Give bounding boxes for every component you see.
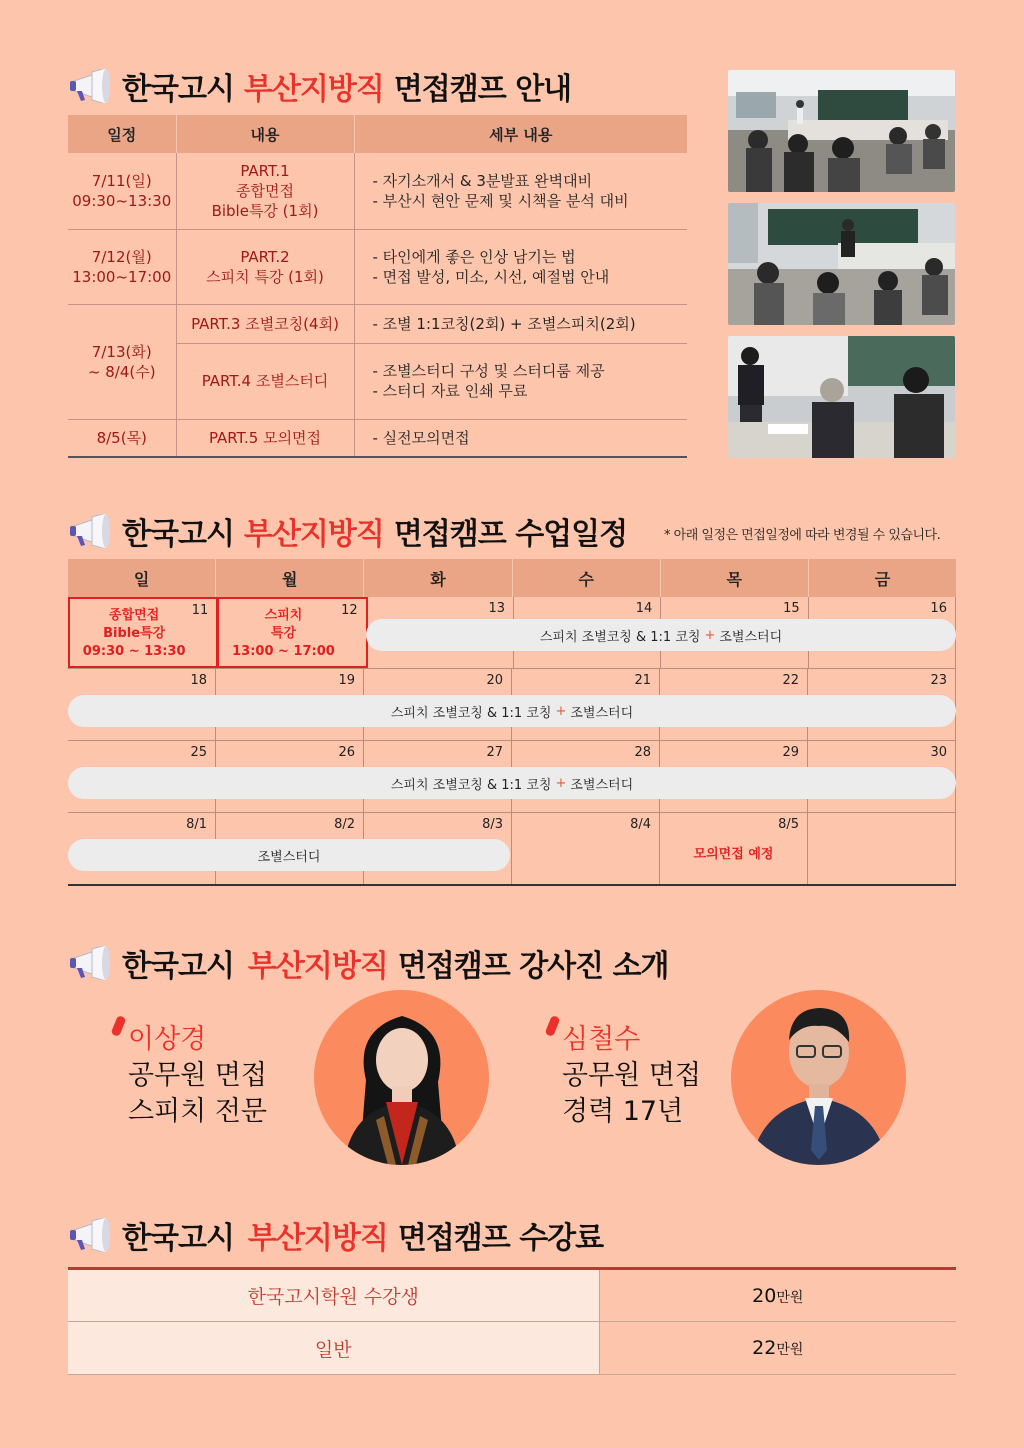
instructor-1-portrait: [314, 990, 489, 1165]
table-row: 7/12(월) 13:00~17:00 PART.2 스피치 특강 (1회) - 타인에게 좋은 인상 남기는 법 - 면접 발성, 미소, 시선, 예절법 안내: [68, 229, 687, 304]
table-row: 7/11(일) 09:30~13:30 PART.1 종합면접 Bible특강 (1회) - 자기소개서 & 3분발표 완벽대비 - 부산시 현안 문제 및 시책을 분석 대비: [68, 153, 687, 229]
calendar-cell: 23: [808, 669, 956, 740]
schedule-bar: 스피치 조별코칭 & 1:1 코칭 + 조별스터디: [68, 695, 956, 727]
calendar-week: [68, 597, 956, 669]
mock-interview-label: 모의면접 예정: [693, 847, 774, 862]
calendar-cell: 16: [809, 597, 956, 668]
camp-info-table: [68, 115, 687, 458]
calendar-cell: 8/1: [68, 813, 216, 884]
table-row: 8/5(목) PART.5 모의면접 - 실전모의면접: [68, 419, 687, 457]
day-header: 화: [364, 559, 512, 597]
megaphone-icon: [68, 514, 112, 548]
instructor-1: 이상경 공무원 면접 스피치 전문: [128, 1022, 267, 1130]
calendar-cell: 18: [68, 669, 216, 740]
fee-amount: 22: [752, 1337, 777, 1359]
day-header: 목: [661, 559, 809, 597]
schedule-bar: 스피치 조별코칭 & 1:1 코칭 + 조별스터디: [68, 767, 956, 799]
section-title-fee: 한국고시 부산지방직 면접캠프 수강료: [68, 1213, 603, 1257]
schedule-calendar: [68, 559, 956, 886]
calendar-header: [68, 559, 956, 597]
day-header: 일: [68, 559, 216, 597]
schedule-bar: 스피치 조별코칭 & 1:1 코칭 + 조별스터디: [366, 619, 956, 651]
megaphone-icon: [68, 69, 112, 103]
calendar-cell: [808, 813, 956, 884]
calendar-week: [68, 741, 956, 813]
calendar-cell: 15: [661, 597, 808, 668]
calendar-cell: 19: [216, 669, 364, 740]
schedule-note: * 아래 일정은 면접일정에 따라 변경될 수 있습니다.: [664, 528, 941, 543]
fee-unit: 만원: [776, 1289, 804, 1306]
calendar-cell-highlight: 11 종합면접 Bible특강 09:30 ~ 13:30: [68, 597, 218, 668]
header-content: 내용: [176, 115, 354, 153]
classroom-photo-3: [728, 336, 955, 458]
calendar-cell: 8/3: [364, 813, 512, 884]
fee-amount: 20: [752, 1284, 777, 1307]
megaphone-icon: [68, 1218, 112, 1252]
section-title-schedule: 한국고시 부산지방직 면접캠프 수업일정: [68, 509, 627, 553]
table-row: [68, 1322, 956, 1375]
fee-label: 일반: [68, 1322, 599, 1375]
calendar-week: [68, 813, 956, 886]
calendar-cell: 27: [364, 741, 512, 812]
calendar-cell: 26: [216, 741, 364, 812]
accent-mark: [545, 1015, 561, 1037]
calendar-cell: 28: [512, 741, 660, 812]
calendar-cell: 8/5 모의면접 예정: [660, 813, 808, 884]
section-title-instructors: 한국고시 부산지방직 면접캠프 강사진 소개: [68, 941, 669, 985]
classroom-photo-2: [728, 203, 955, 325]
calendar-cell: 8/4: [512, 813, 660, 884]
calendar-cell: 30: [808, 741, 956, 812]
header-date: 일정: [68, 115, 176, 153]
calendar-cell: 21: [512, 669, 660, 740]
calendar-cell: 13: [367, 597, 514, 668]
study-bar: 조별스터디: [68, 839, 510, 871]
megaphone-icon: [68, 946, 112, 980]
instructor-2: 심철수 공무원 면접 경력 17년: [562, 1022, 701, 1130]
instructor-2-portrait: [731, 990, 906, 1165]
header-detail: 세부 내용: [354, 115, 687, 153]
day-header: 수: [513, 559, 661, 597]
calendar-cell-highlight: 12 스피치 특강 13:00 ~ 17:00: [217, 597, 367, 668]
calendar-cell: 29: [660, 741, 808, 812]
calendar-cell: 20: [364, 669, 512, 740]
fee-unit: 만원: [776, 1342, 804, 1358]
day-header: 월: [216, 559, 364, 597]
section-title-info: 한국고시 부산지방직 면접캠프 안내: [68, 64, 571, 108]
calendar-cell: 14: [514, 597, 661, 668]
calendar-cell: 8/2: [216, 813, 364, 884]
table-row: 7/13(화) ~ 8/4(수) PART.3 조별코칭(4회) - 조별 1:1코칭(2회) + 조별스피치(2회): [68, 304, 687, 343]
calendar-week: [68, 669, 956, 741]
calendar-cell: 22: [660, 669, 808, 740]
fee-label: 한국고시학원 수강생: [68, 1269, 599, 1322]
calendar-cell: 25: [68, 741, 216, 812]
day-header: 금: [874, 569, 891, 589]
classroom-photo-1: [728, 70, 955, 192]
table-row: PART.4 조별스터디 - 조별스터디 구성 및 스터디룸 제공 - 스터디 자료 인쇄 무료: [68, 343, 687, 419]
accent-mark: [111, 1015, 127, 1037]
fee-table: [68, 1267, 956, 1375]
table-row: [68, 1269, 956, 1322]
